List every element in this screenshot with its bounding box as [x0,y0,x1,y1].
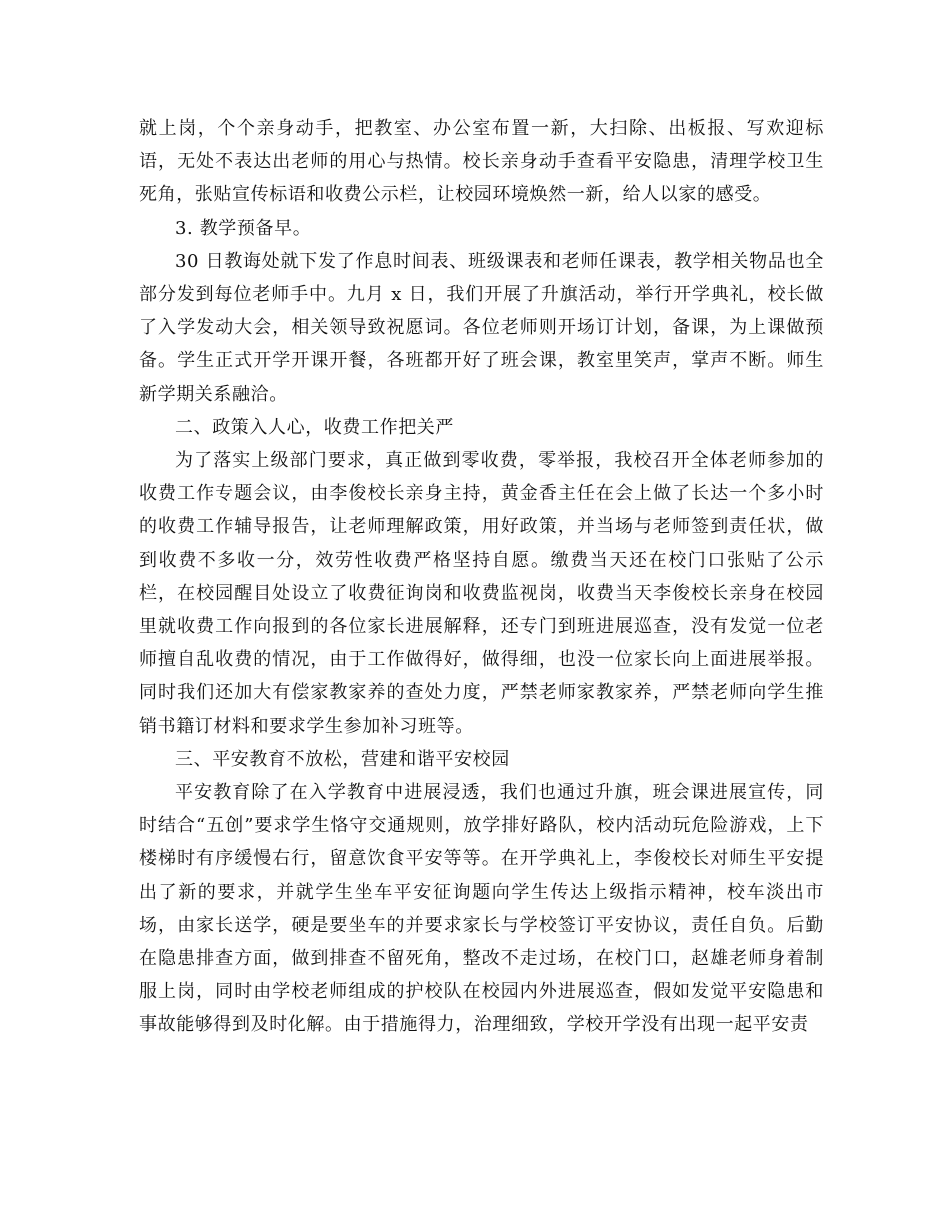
paragraph-4: 平安教育除了在入学教育中进展浸透，我们也通过升旗，班会课进展宣传，同时结合“五创”要求学生恪守交通规则，放学排好路队，校内活动玩危险游戏，上下楼梯时有序缓慢右行，留意饮食平安等等。在开学典礼上，李俊校长对师生平安提出了新的要求，并就学生坐车平安征询题向学生传达上级指示精神，校车淡出市场，由家长送学，硬是要坐车的并要求家长与学校签订平安协议，责任自负。后勤在隐患排查方面，做到排查不留死角，整改不走过场，在校门口，赵雄老师身着制服上岗，同时由学校老师组成的护校队在校园内外进展巡查，假如发觉平安隐患和事故能够得到及时化解。由于措施得力，治理细致，学校开学没有出现一起平安责 [139,782,824,1036]
paragraph-2: 30 日教诲处就下发了作息时间表、班级课表和老师任课表，教学相关物品也全部分发到每位老师手中。九月 x 日，我们开展了升旗活动，举行开学典礼，校长做了入学发动大会，相关领导致祝愿词。各位老师则开场订计划，备课，为上课做预备。学生正式开学开课开餐，各班都开好了班会课，教室里笑声，掌声不断。师生新学期关系融洽。 [139,250,824,405]
section-heading-three: 三、平安教育不放松，营建和谐平安校园 [175,748,510,770]
paragraph-3: 为了落实上级部门要求，真正做到零收费，零举报，我校召开全体老师参加的收费工作专题会议，由李俊校长亲身主持，黄金香主任在会上做了长达一个多小时的收费工作辅导报告，让老师理解政策，用好政策，并当场与老师签到责任状，做到收费不多收一分，效劳性收费严格坚持自愿。缴费当天还在校门口张贴了公示栏，在校园醒目处设立了收费征询岗和收费监视岗，收费当天李俊校长亲身在校园里就收费工作向报到的各位家长进展解释，还专门到班进展巡查，没有发觉一位老师擅自乱收费的情况，由于工作做得好，做得细，也没一位家长向上面进展举报。同时我们还加大有偿家教家养的查处力度，严禁老师家教家养，严禁老师向学生推销书籍订材料和要求学生参加补习班等。 [139,450,824,737]
document-body [139,112,824,1042]
section-heading-3: 3. 教学预备早。 [175,217,312,239]
section-heading-two: 二、政策入人心，收费工作把关严 [175,416,454,438]
paragraph-1: 就上岗，个个亲身动手，把教室、办公室布置一新，大扫除、出板报、写欢迎标语，无处不表达出老师的用心与热情。校长亲身动手查看平安隐患，清理学校卫生死角，张贴宣传标语和收费公示栏，让校园环境焕然一新，给人以家的感受。 [139,118,824,206]
